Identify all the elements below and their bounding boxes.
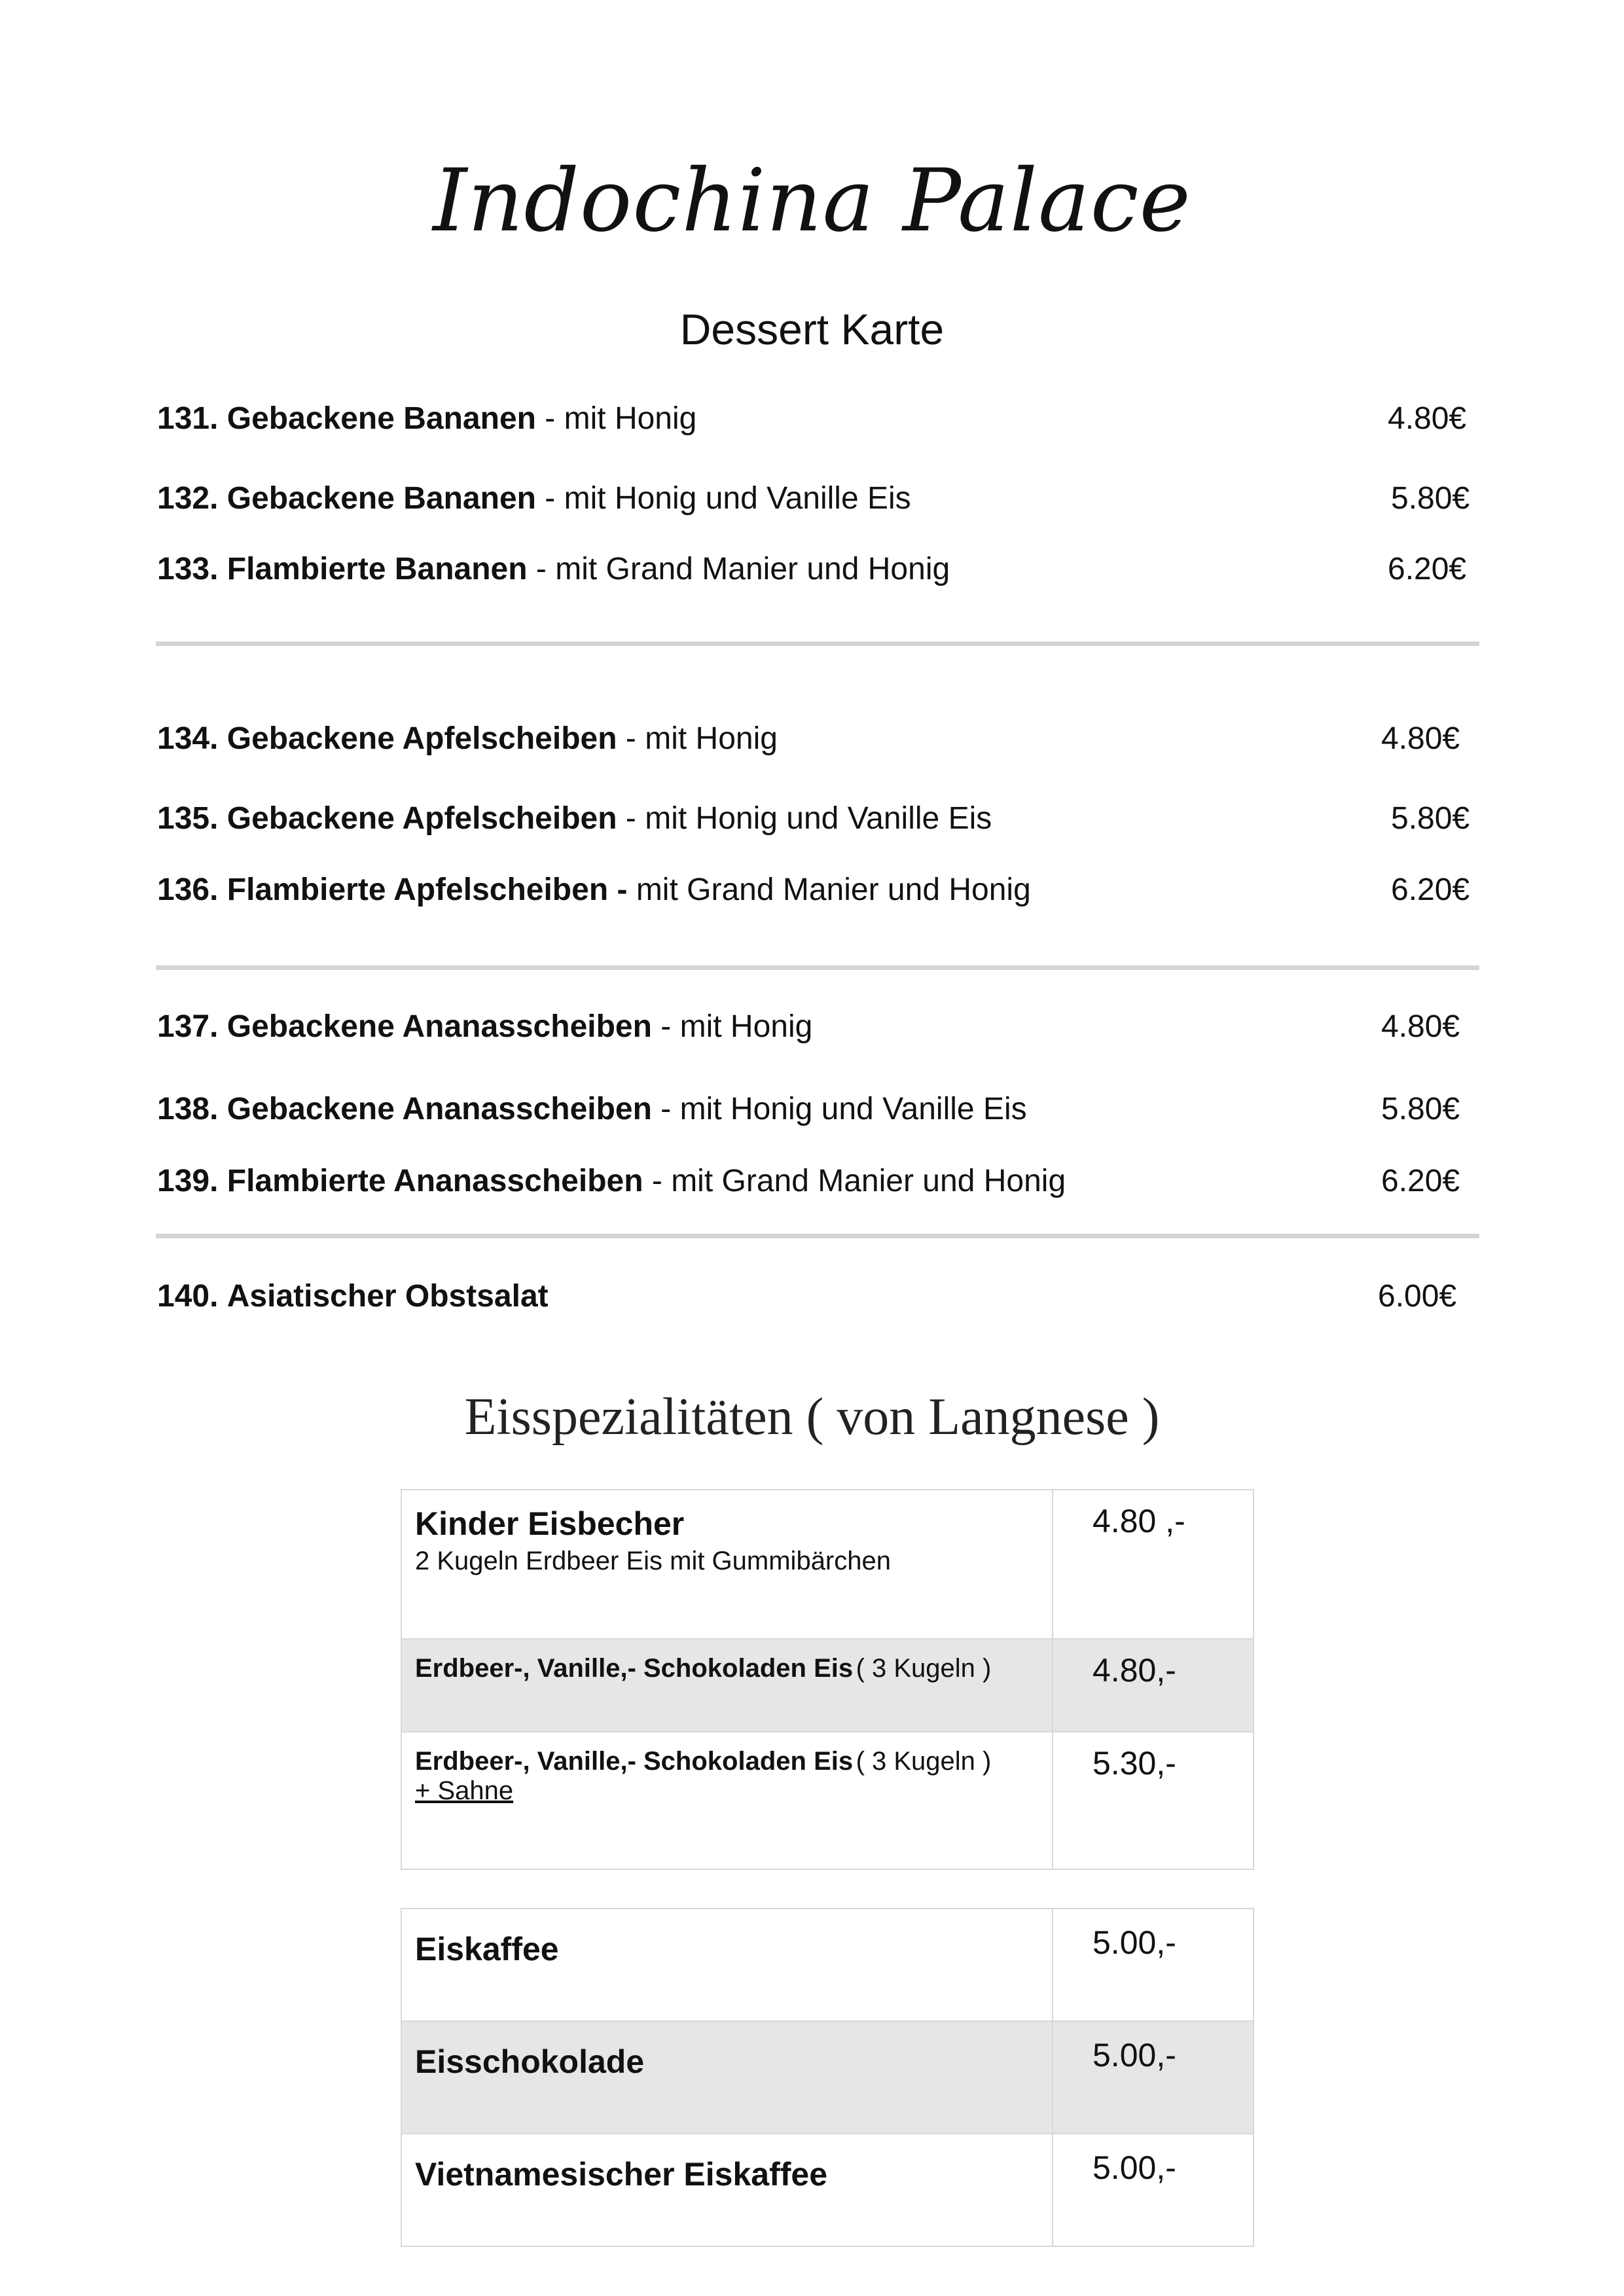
item-number: 139. [157, 1164, 219, 1198]
ice-item-name: Kinder Eisbecher [415, 1505, 685, 1542]
item-separator [627, 872, 636, 907]
table-cell [401, 1732, 1053, 1869]
table-cell [401, 1909, 1053, 2021]
ice-item-qty: ( 3 Kugeln ) [856, 1747, 992, 1776]
item-price: 6.00€ [1378, 1279, 1457, 1314]
table-row [401, 2021, 1254, 2134]
item-number: 132. [157, 481, 219, 516]
menu-item [157, 864, 1470, 916]
item-name: Gebackene Apfelscheiben [226, 801, 617, 836]
table-cell [401, 1639, 1053, 1732]
item-description: mit Honig [564, 401, 697, 436]
ice-item-extra: + Sahne [415, 1776, 514, 1805]
divider [156, 1234, 1479, 1238]
item-separator: - [617, 721, 645, 756]
item-number: 134. [157, 721, 219, 756]
item-description: mit Honig [645, 721, 778, 756]
item-number: 135. [157, 801, 219, 836]
menu-item [157, 1270, 1466, 1323]
item-price: 4.80€ [1381, 721, 1460, 756]
item-description: mit Honig und Vanille Eis [679, 1092, 1027, 1126]
item-number: 138. [157, 1092, 219, 1126]
item-number: 137. [157, 1009, 219, 1044]
divider [156, 965, 1479, 970]
restaurant-title: Indochina Palace [433, 151, 1191, 251]
table-row [401, 1639, 1254, 1732]
ice-item-price: 4.80 ,- [1053, 1490, 1254, 1639]
ice-item-note: 2 Kugeln Erdbeer Eis mit Gummibärchen [415, 1547, 891, 1575]
menu-item [157, 713, 1466, 765]
item-number: 136. [157, 872, 219, 907]
item-description: mit Honig und Vanille Eis [645, 801, 992, 836]
item-number: 133. [157, 552, 219, 586]
table-row [401, 1490, 1254, 1639]
drink-name: Eisschokolade [415, 2043, 645, 2080]
drink-name: Vietnamesischer Eiskaffee [415, 2156, 828, 2193]
item-name: Gebackene Ananasscheiben [226, 1092, 652, 1126]
item-price: 5.80€ [1391, 801, 1470, 836]
divider [156, 641, 1479, 646]
item-price: 6.20€ [1388, 552, 1467, 586]
item-description: mit Honig [679, 1009, 813, 1044]
table-row [401, 1909, 1254, 2021]
item-description: mit Honig und Vanille Eis [564, 481, 911, 516]
item-name: Gebackene Ananasscheiben [226, 1009, 652, 1044]
item-separator: - [651, 1092, 680, 1126]
menu-item [157, 543, 1466, 596]
item-description: mit Grand Manier und Honig [636, 872, 1031, 907]
item-description: mit Grand Manier und Honig [555, 552, 950, 586]
item-description: mit Grand Manier und Honig [671, 1164, 1066, 1198]
item-name: Asiatischer Obstsalat [226, 1279, 549, 1314]
table-row [401, 2134, 1254, 2246]
ice-table-1 [401, 1489, 1254, 1870]
menu-item [157, 473, 1470, 525]
ice-item-price: 5.30,- [1053, 1732, 1254, 1869]
table-cell [401, 2021, 1053, 2134]
item-separator: - [535, 401, 564, 436]
table-cell [401, 1490, 1053, 1639]
item-name: Gebackene Apfelscheiben [226, 721, 617, 756]
ice-table-2 [401, 1908, 1254, 2247]
item-separator: - [651, 1009, 680, 1044]
item-name: Flambierte Bananen [226, 552, 528, 586]
item-price: 4.80€ [1381, 1009, 1460, 1044]
item-number: 140. [157, 1279, 219, 1314]
drink-price: 5.00,- [1053, 2134, 1254, 2246]
item-separator: - [527, 552, 556, 586]
table-row [401, 1732, 1254, 1869]
drink-name: Eiskaffee [415, 1931, 559, 1967]
menu-item [157, 393, 1466, 445]
item-name: Flambierte Ananasscheiben [226, 1164, 643, 1198]
item-price: 6.20€ [1381, 1164, 1460, 1198]
item-price: 5.80€ [1381, 1092, 1460, 1126]
item-name: Flambierte Apfelscheiben - [226, 872, 628, 907]
item-name: Gebackene Bananen [226, 401, 536, 436]
table-cell [401, 2134, 1053, 2246]
item-name: Gebackene Bananen [226, 481, 536, 516]
menu-item [157, 1155, 1466, 1208]
ice-item-name: Erdbeer-, Vanille,- Schokoladen Eis [415, 1747, 854, 1776]
menu-item [157, 1001, 1466, 1053]
ice-item-price: 4.80,- [1053, 1639, 1254, 1732]
menu-item [157, 793, 1470, 845]
drink-price: 5.00,- [1053, 1909, 1254, 2021]
menu-item [157, 1083, 1466, 1136]
ice-section-title: Eisspezialitäten ( von Langnese ) [464, 1388, 1160, 1446]
item-price: 4.80€ [1388, 401, 1467, 436]
item-separator: - [535, 481, 564, 516]
item-price: 6.20€ [1391, 872, 1470, 907]
menu-subtitle: Dessert Karte [679, 305, 945, 353]
item-number: 131. [157, 401, 219, 436]
ice-item-qty: ( 3 Kugeln ) [856, 1654, 992, 1683]
drink-price: 5.00,- [1053, 2021, 1254, 2134]
ice-item-name: Erdbeer-, Vanille,- Schokoladen Eis [415, 1654, 854, 1683]
item-separator: - [643, 1164, 672, 1198]
item-separator: - [617, 801, 645, 836]
item-price: 5.80€ [1391, 481, 1470, 516]
